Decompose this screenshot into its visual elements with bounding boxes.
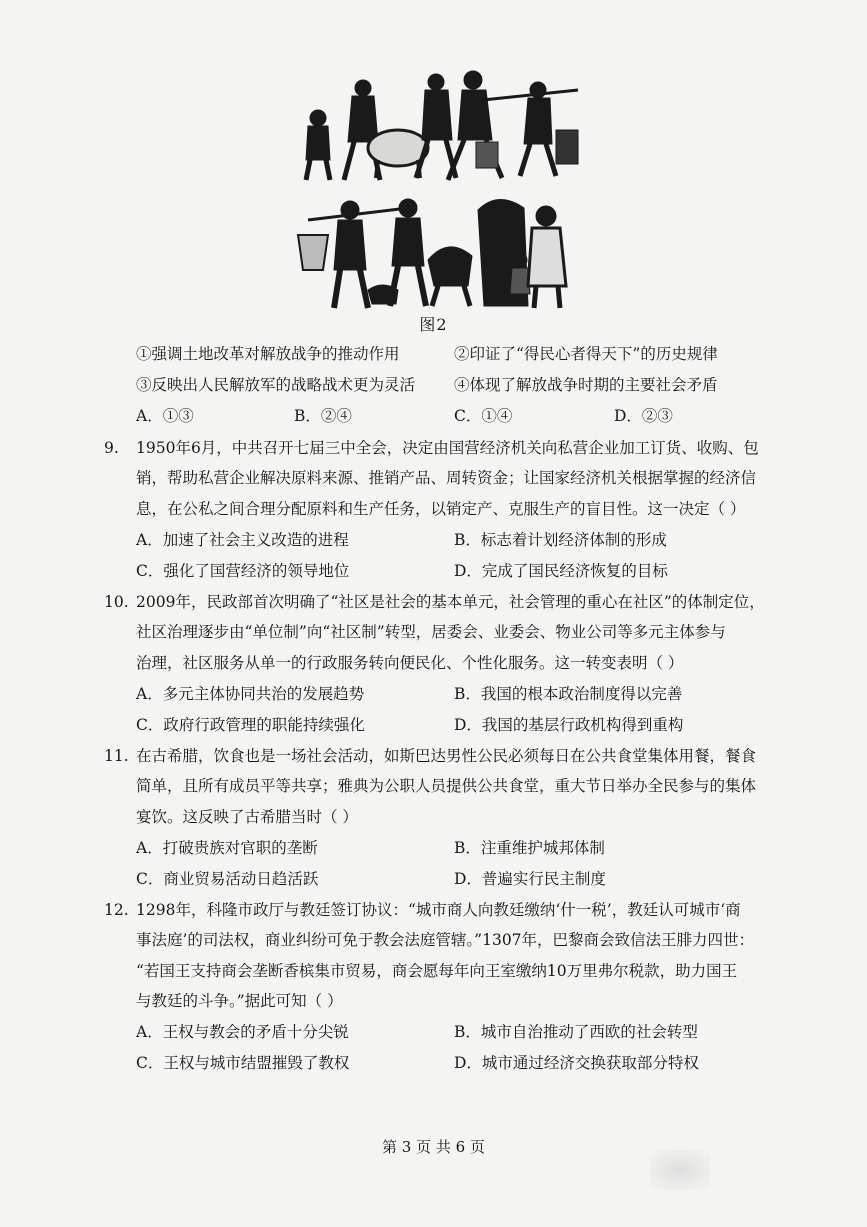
q12-option-b[interactable]: B．城市自治推动了西欧的社会转型 [454,1023,698,1041]
question-10-line-3: 治理，社区服务从单一的行政服务转向便民化、个性化服务。这一转变表明（ ） [136,654,684,672]
q8-option-a[interactable]: A．①③ [136,407,194,425]
q8-statement-3: ③反映出人民解放军的战略战术更为灵活 [136,376,416,394]
q11-option-a[interactable]: A．打破贵族对官职的垄断 [136,839,318,857]
question-12-line-1: 1298年，科隆市政厅与教廷签订协议：“城市商人向教廷缴纳‘什一税’，教廷认可城市‘商 [136,901,741,919]
question-10-line-2: 社区治理逐步由“单位制”向“社区制”转型，居委会、业委会、物业公司等多元主体参与 [136,623,726,641]
question-12-number: 12. [104,901,129,919]
q9-option-b[interactable]: B．标志着计划经济体制的形成 [454,531,667,549]
q9-option-d[interactable]: D．完成了国民经济恢复的目标 [454,562,668,580]
q10-option-b[interactable]: B．我国的根本政治制度得以完善 [454,685,683,703]
question-11-line-2: 简单，且所有成员平等共享；雅典为公职人员提供公共食堂，重大节日举办全民参与的集体 [136,777,757,795]
question-11-line-3: 宴饮。这反映了古希腊当时（ ） [136,808,358,826]
question-10-number: 10. [104,593,129,611]
bottom-row-figures [298,199,566,308]
q10-option-a[interactable]: A．多元主体协同共治的发展趋势 [136,685,365,703]
q8-option-b[interactable]: B．②④ [294,407,352,425]
question-9-number: 9. [104,439,119,457]
q11-option-c[interactable]: C．商业贸易活动日趋活跃 [136,870,319,888]
scan-smudge [650,1150,710,1190]
question-9-line-2: 销，帮助私营企业解决原料来源、推销产品、周转资金；让国家经济机关根据掌握的经济信 [136,469,757,487]
question-12-line-3: “若国王支持商会垄断香槟集市贸易，商会愿每年向王室缴纳10万里弗尔税款，助力国王 [136,962,738,980]
q8-option-d[interactable]: D．②③ [614,407,673,425]
q10-option-c[interactable]: C．政府行政管理的职能持续强化 [136,716,365,734]
question-11-number: 11. [104,747,129,765]
q9-option-c[interactable]: C．强化了国营经济的领导地位 [136,562,350,580]
q11-option-d[interactable]: D．普遍实行民主制度 [454,870,606,888]
q12-option-d[interactable]: D．城市通过经济交换获取部分特权 [454,1054,699,1072]
question-9-line-1: 1950年6月，中共召开七届三中全会，决定由国营经济机关向私营企业加工订货、收购、包 [136,439,759,457]
question-12-line-4: 与教廷的斗争。”据此可知（ ） [136,992,343,1010]
q8-statement-1: ①强调土地改革对解放战争的推动作用 [136,345,400,363]
question-11-line-1: 在古希腊，饮食也是一场社会活动，如斯巴达男性公民必须每日在公共食堂集体用餐，餐食 [136,747,757,765]
q9-option-a[interactable]: A．加速了社会主义改造的进程 [136,531,349,549]
q11-option-b[interactable]: B．注重维护城邦体制 [454,839,605,857]
question-10-line-1: 2009年，民政部首次明确了“社区是社会的基本单元，社会管理的重心在社区”的体制定位， [136,593,765,611]
q12-option-c[interactable]: C．王权与城市结盟摧毁了教权 [136,1054,350,1072]
q8-statement-2: ②印证了“得民心者得天下”的历史规律 [454,345,718,363]
q8-statement-4: ④体现了解放战争时期的主要社会矛盾 [454,376,718,394]
q12-option-a[interactable]: A．王权与教会的矛盾十分尖锐 [136,1023,349,1041]
woodcut-illustration-icon [288,60,588,312]
question-12-line-2: 事法庭’的司法权，商业纠纷可免于教会法庭管辖。”1307年，巴黎商会致信法王腓力四世： [136,931,755,949]
question-9-line-3: 息，在公私之间合理分配原料和生产任务，以销定产、克服生产的盲目性。这一决定（ ） [136,500,746,518]
page-footer: 第 3 页 共 6 页 [382,1138,485,1156]
q10-option-d[interactable]: D．我国的基层行政机构得到重构 [454,716,684,734]
q8-option-c[interactable]: C．①④ [454,407,513,425]
figure-caption: 图2 [419,315,448,334]
